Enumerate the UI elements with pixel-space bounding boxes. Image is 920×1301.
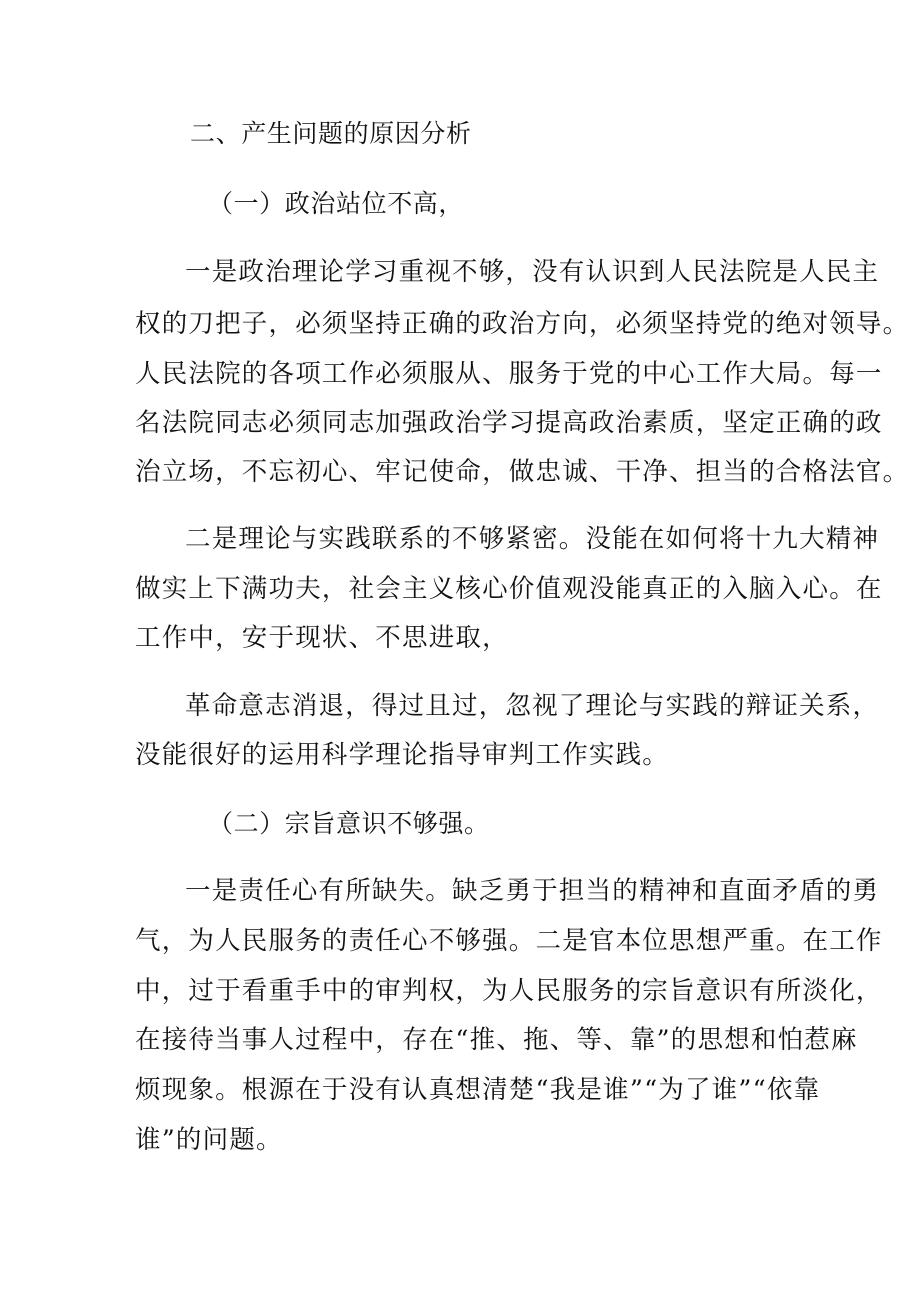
paragraph-line: 一是责任心有所缺失。缺乏勇于担当的精神和直面矛盾的勇: [185, 876, 880, 906]
subsection-heading-1: （一）政治站位不高，: [208, 189, 465, 218]
paragraph-line: 二是理论与实践联系的不够紧密。没能在如何将十九大精神: [185, 524, 880, 554]
paragraph-line: 革命意志消退，得过且过，忽视了理论与实践的辩证关系，: [185, 691, 880, 721]
paragraph-line: 工作中，安于现状、不思进取，: [135, 623, 509, 653]
paragraph-line: 人民法院的各项工作必须服从、服务于党的中心工作大局。每一: [135, 359, 883, 389]
paragraph-line: 在接待当事人过程中，存在“推、拖、等、靠”的思想和怕惹麻: [135, 1025, 858, 1055]
paragraph-line: 中，过于看重手中的审判权，为人民服务的宗旨意识有所淡化，: [135, 976, 883, 1006]
paragraph-line: 权的刀把子，必须坚持正确的政治方向，必须坚持党的绝对领导。: [135, 309, 910, 339]
paragraph-line: 治立场，不忘初心、牢记使命，做忠诚、干净、担当的合格法官。: [135, 457, 910, 487]
subsection-heading-2: （二）宗旨意识不够强。: [208, 809, 490, 838]
paragraph-line: 做实上下满功夫，社会主义核心价值观没能真正的入脑入心。在: [135, 574, 883, 604]
paragraph-line: 一是政治理论学习重视不够，没有认识到人民法院是人民主: [185, 257, 880, 287]
paragraph-line: 谁”的问题。: [135, 1125, 283, 1155]
paragraph-line: 名法院同志必须同志加强政治学习提高政治素质，坚定正确的政: [135, 408, 883, 438]
paragraph-line: 没能很好的运用科学理论指导审判工作实践。: [135, 740, 670, 770]
paragraph-line: 气，为人民服务的责任心不够强。二是官本位思想严重。在工作: [135, 926, 883, 956]
paragraph-line: 烦现象。根源在于没有认真想清楚“我是谁”“为了谁”“依靠: [135, 1075, 821, 1105]
section-title: 二、产生问题的原因分析: [190, 119, 472, 148]
